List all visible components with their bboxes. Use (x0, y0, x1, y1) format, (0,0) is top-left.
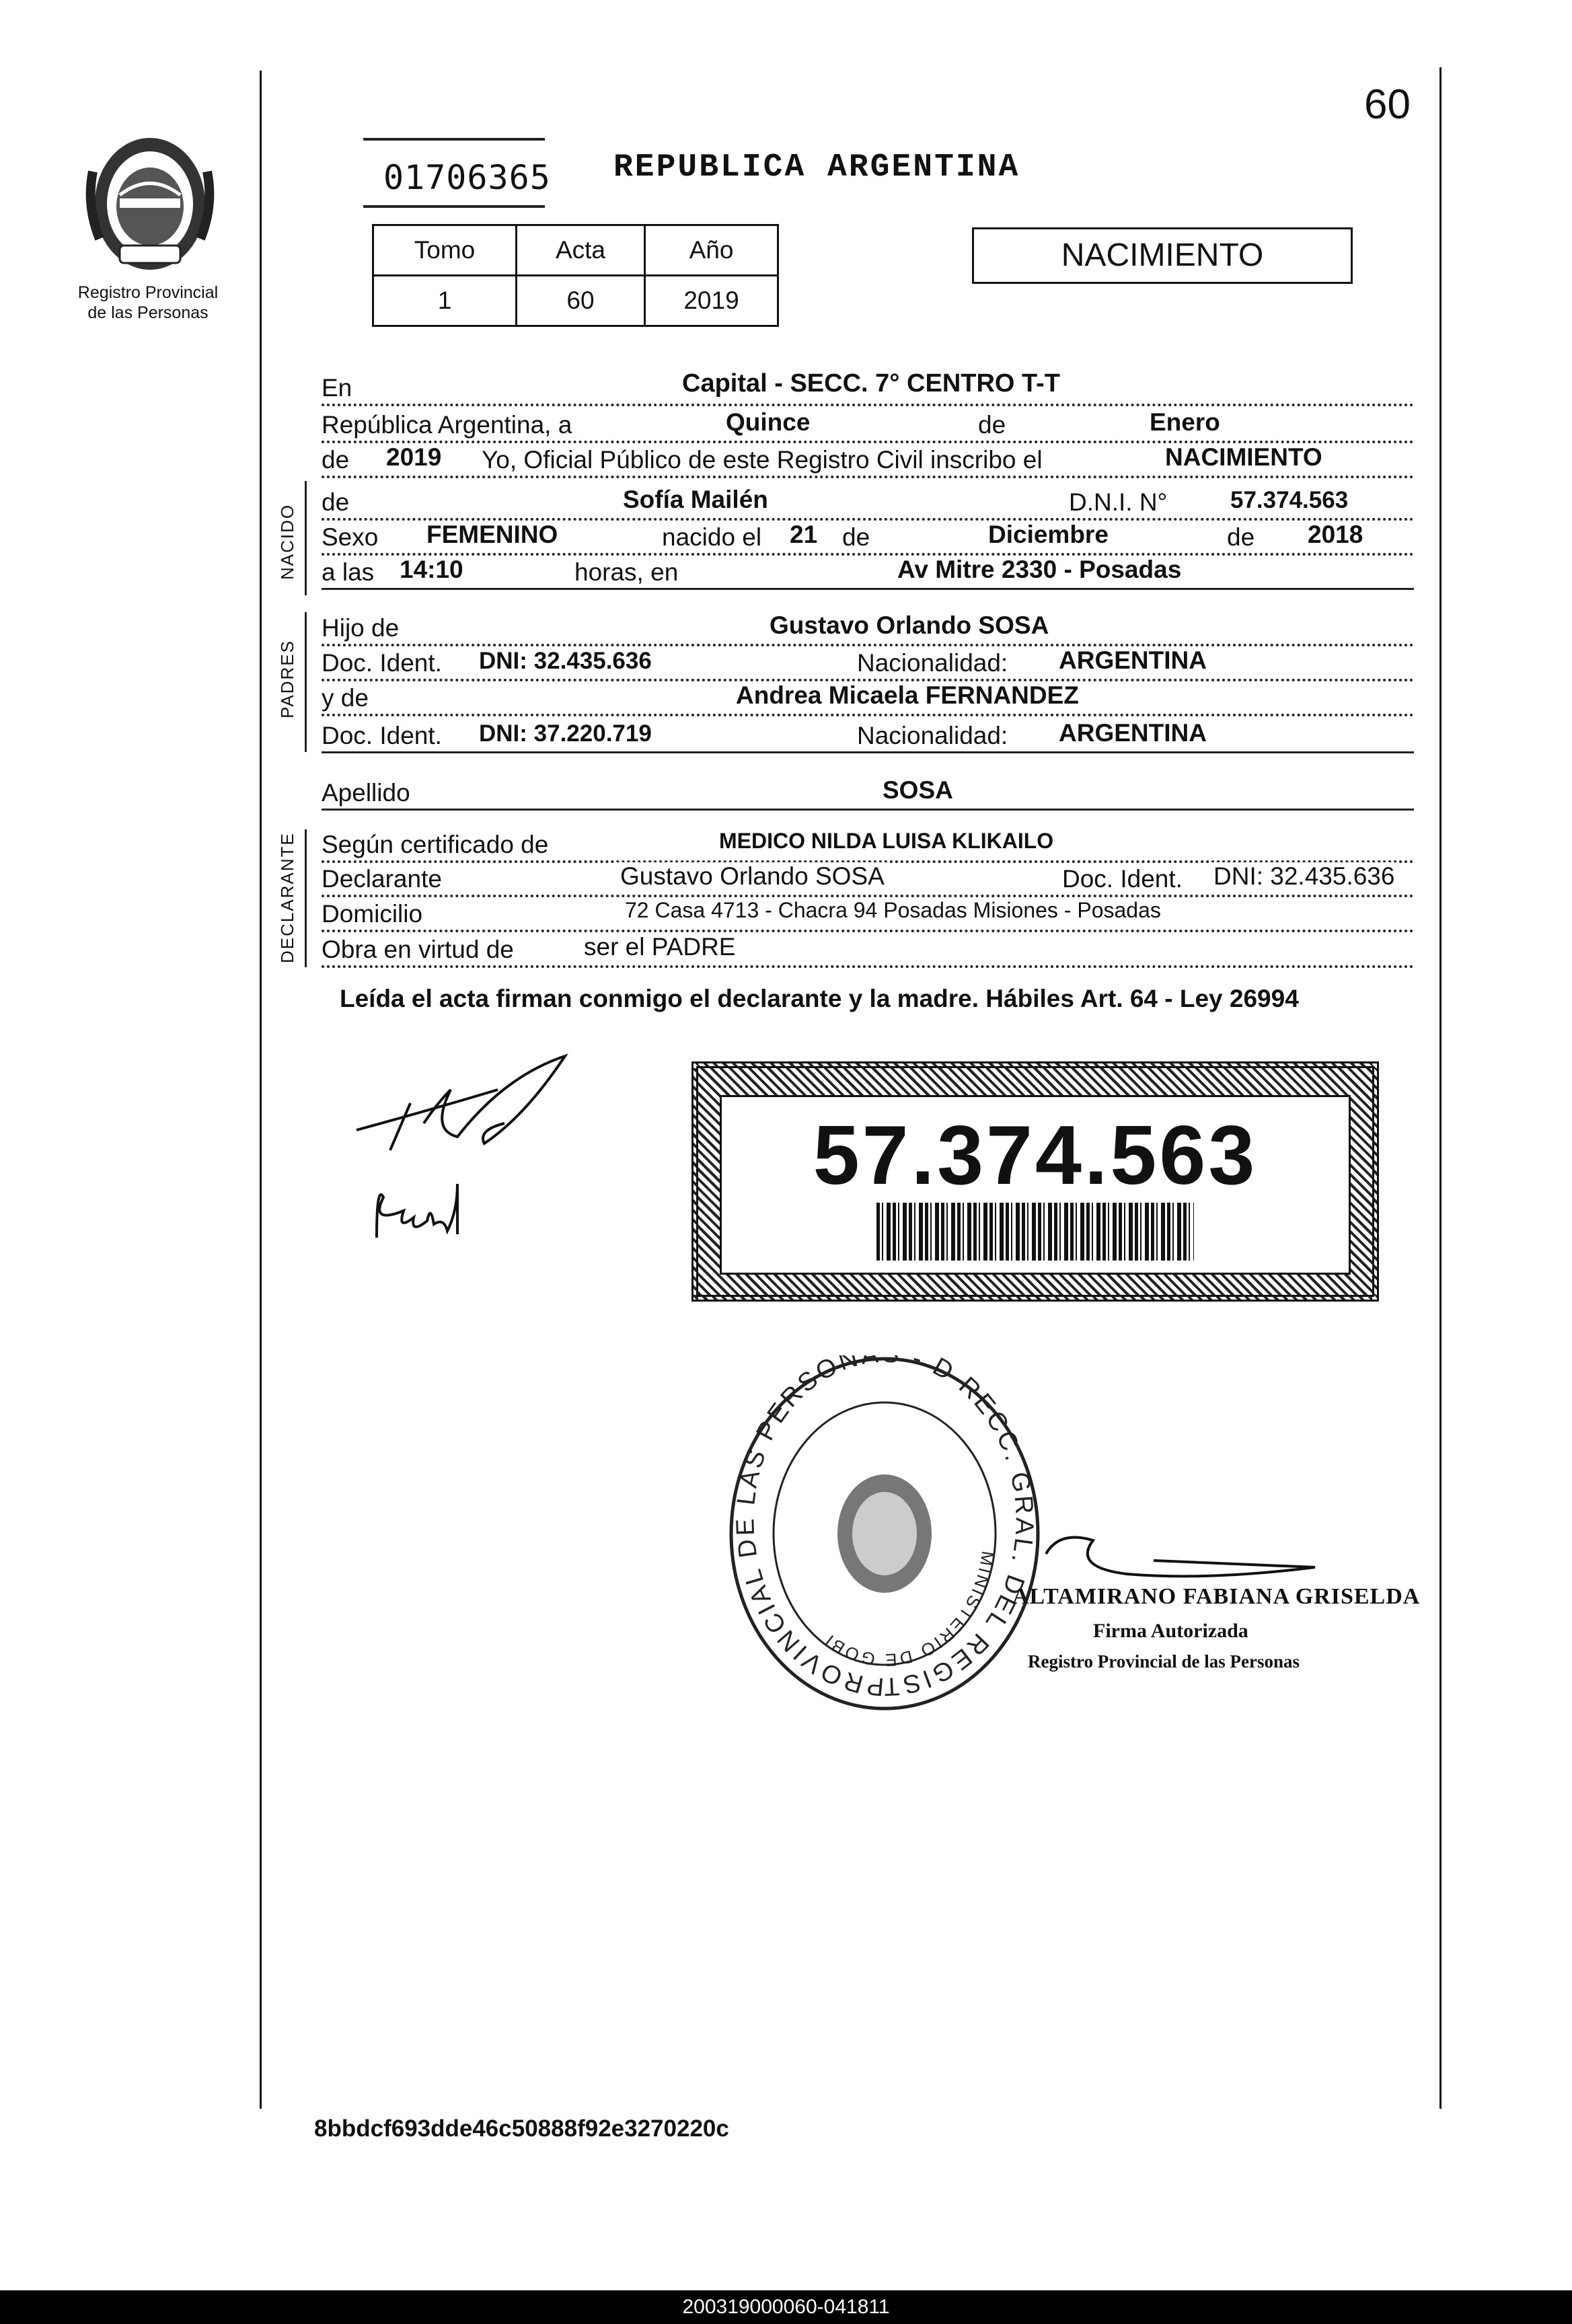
label-de-mes: de (974, 411, 1010, 439)
label-republica: República Argentina, a (322, 411, 576, 439)
footer-bar (0, 2290, 1572, 2324)
document-title: REPUBLICA ARGENTINA (613, 149, 1020, 186)
document-hash: 8bbdcf693dde46c50888f92e3270220c (314, 2115, 729, 2142)
table-header-acta: Acta (517, 225, 645, 276)
label-decl-doc: Doc. Ident. (1058, 865, 1187, 893)
value-lugar: Av Mitre 2330 - Posadas (893, 556, 1185, 584)
closing-text: Leída el acta firman conmigo el declarante y la madre. Hábiles Art. 64 - Ley 26994 (340, 985, 1299, 1012)
label-padre-doc: Doc. Ident. (322, 649, 446, 677)
seal-outer-text: PROVINCIAL DE LAS PERSON - D RECC. GRAL. DEL REGIST (731, 1355, 1039, 1701)
dni-barcode-icon (876, 1203, 1194, 1261)
row-nacido-nombre (322, 483, 1414, 521)
table-value-acta: 60 (517, 276, 645, 326)
record-table (372, 224, 779, 327)
value-anio-nac: 2018 (1304, 521, 1367, 549)
label-madre-doc: Doc. Ident. (322, 722, 446, 750)
row-declarante (322, 860, 1414, 897)
label-de-nombre: de (322, 488, 353, 517)
label-domicilio: Domicilio (322, 900, 426, 928)
value-padre-doc: DNI: 32.435.636 (475, 648, 656, 675)
registry-logo (79, 131, 221, 276)
value-dni: 57.374.563 (1226, 487, 1352, 514)
section-label-declarante: DECLARANTE (277, 832, 297, 963)
label-nacido-el: nacido el (658, 523, 765, 552)
registry-name-line2: de las Personas (87, 303, 209, 322)
nacido-section-bar (305, 481, 307, 595)
label-horas-en: horas, en (570, 558, 682, 587)
label-obra: Obra en virtud de (322, 936, 518, 964)
table-value-tomo: 1 (373, 276, 517, 326)
row-obra (322, 930, 1414, 968)
value-dia-nac: 21 (786, 521, 821, 549)
value-declarante: Gustavo Orlando SOSA (616, 862, 889, 891)
section-label-nacido: NACIDO (277, 503, 297, 580)
label-y-de: y de (322, 684, 373, 712)
label-apellido: Apellido (322, 779, 414, 807)
label-madre-nac: Nacionalidad: (853, 722, 1012, 750)
label-sexo: Sexo (322, 523, 382, 552)
footer-id: 200319000060-041811 (682, 2296, 890, 2318)
label-de-mes-nac: de (838, 523, 874, 552)
page-number: 60 (1364, 81, 1411, 128)
row-hijo-de (322, 609, 1414, 646)
value-nombre: Sofía Mailén (619, 486, 772, 514)
table-header-tomo: Tomo (373, 225, 517, 276)
registry-name (47, 283, 249, 323)
madre-signature (363, 1170, 484, 1251)
row-sexo (322, 518, 1414, 556)
row-apellido (322, 774, 1414, 811)
official-seal (726, 1355, 1043, 1715)
registry-name-line1: Registro Provincial (77, 283, 219, 302)
value-obra: ser el PADRE (580, 933, 740, 961)
value-madre-doc: DNI: 37.220.719 (475, 720, 656, 747)
row-padre-doc (322, 644, 1414, 681)
value-en: Capital - SECC. 7° CENTRO T-T (678, 369, 1064, 398)
label-a-las: a las (322, 558, 378, 587)
declarante-signature (350, 1049, 585, 1164)
label-de-anio: de (322, 446, 353, 474)
official-name: ALTAMIRANO FABIANA GRISELDA (1012, 1584, 1421, 1609)
value-padre-nac: ARGENTINA (1055, 646, 1211, 675)
row-yo (322, 441, 1414, 478)
official-org: Registro Provincial de las Personas (1028, 1651, 1300, 1672)
label-yo: Yo, Oficial Público de este Registro Civil inscribo el (478, 446, 1047, 474)
value-padre: Gustavo Orlando SOSA (765, 611, 1053, 640)
left-margin-line (260, 71, 262, 2109)
value-apellido: SOSA (878, 776, 957, 804)
value-certificado: MEDICO NILDA LUISA KLIKAILO (715, 829, 1057, 854)
section-label-padres: PADRES (277, 640, 297, 718)
row-republica (322, 406, 1414, 443)
label-padre-nac: Nacionalidad: (853, 649, 1012, 677)
provincia-misiones-shield-icon (79, 131, 221, 276)
value-dia: Quince (722, 408, 814, 437)
row-en (322, 369, 1414, 406)
value-madre: Andrea Micaela FERNANDEZ (732, 681, 1083, 710)
label-hijo-de: Hijo de (322, 614, 403, 642)
record-type-box: NACIMIENTO (972, 227, 1353, 284)
value-tipo: NACIMIENTO (1161, 443, 1326, 472)
label-dni: D.N.I. N° (1065, 488, 1171, 517)
label-en: En (322, 374, 356, 402)
table-header-anio: Año (645, 225, 778, 276)
value-domicilio: 72 Casa 4713 - Chacra 94 Posadas Misiones - Posadas (621, 898, 1165, 923)
value-mes: Enero (1146, 408, 1224, 437)
value-hora: 14:10 (396, 556, 467, 584)
value-decl-doc: DNI: 32.435.636 (1209, 862, 1398, 891)
seal-inner-text: MINISTERIO DE GOBI (819, 1549, 999, 1671)
padres-section-bar (305, 612, 307, 752)
serial-number (363, 138, 551, 212)
label-declarante: Declarante (322, 865, 446, 893)
row-madre-doc (322, 716, 1414, 753)
label-de-anio-nac: de (1223, 523, 1259, 552)
dni-stamp-box (691, 1061, 1379, 1302)
value-mes-nac: Diciembre (984, 521, 1113, 549)
table-value-anio: 2019 (645, 276, 778, 326)
serial-number-text: 01706365 (383, 158, 551, 197)
value-anio: 2019 (382, 443, 445, 472)
official-role: Firma Autorizada (1093, 1620, 1248, 1642)
declarante-section-bar (305, 829, 307, 967)
value-sexo: FEMENINO (422, 521, 562, 549)
row-domicilio (322, 895, 1414, 932)
label-certificado: Según certificado de (322, 831, 552, 859)
row-y-de (322, 679, 1414, 716)
value-madre-nac: ARGENTINA (1055, 719, 1211, 747)
right-margin-line (1439, 67, 1442, 2109)
row-hora (322, 553, 1414, 590)
row-certificado (322, 825, 1414, 863)
dni-stamp-number: 57.374.563 (813, 1109, 1258, 1202)
